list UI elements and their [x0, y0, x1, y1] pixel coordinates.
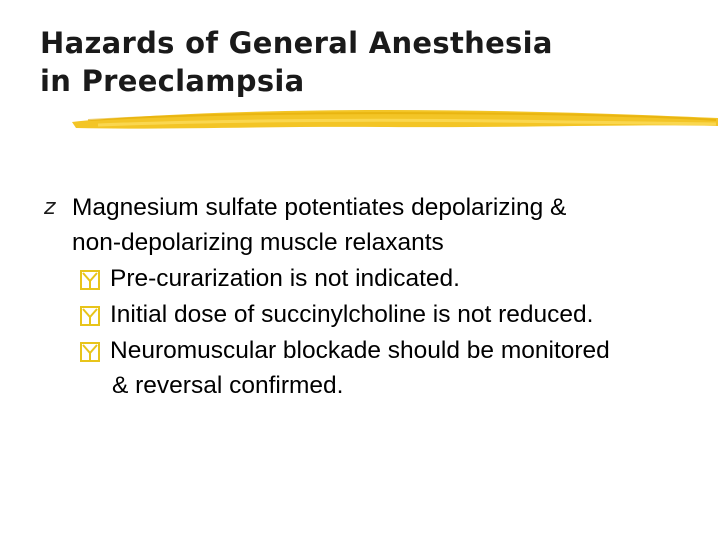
sub-bullet-1-text: Pre-curarization is not indicated. — [110, 265, 460, 292]
sub-bullet-3-line-2: & reversal confirmed. — [112, 372, 344, 399]
sub-bullet-3-line-1: Neuromuscular blockade should be monitored — [110, 337, 610, 364]
slide-title — [40, 24, 680, 100]
checkbox-y-icon — [80, 306, 100, 326]
title-line-2: in Preeclampsia — [40, 64, 305, 98]
title-line-1: Hazards of General Anesthesia — [40, 26, 553, 60]
bullet-list — [44, 190, 704, 403]
sub-bullet-2 — [44, 297, 704, 332]
sub-bullet-2-text: Initial dose of succinylcholine is not reduced. — [110, 301, 594, 328]
title-underline-brush — [68, 104, 720, 134]
bullet-main — [44, 190, 704, 260]
sub-bullet-1 — [44, 261, 704, 296]
sub-bullet-3 — [44, 333, 704, 403]
checkbox-y-icon — [80, 270, 100, 290]
bullet-main-line-2: non-depolarizing muscle relaxants — [72, 229, 444, 256]
checkbox-y-icon — [80, 342, 100, 362]
bullet-marker-z: z — [44, 195, 56, 220]
bullet-main-line-1: Magnesium sulfate potentiates depolarizing & — [72, 194, 567, 221]
